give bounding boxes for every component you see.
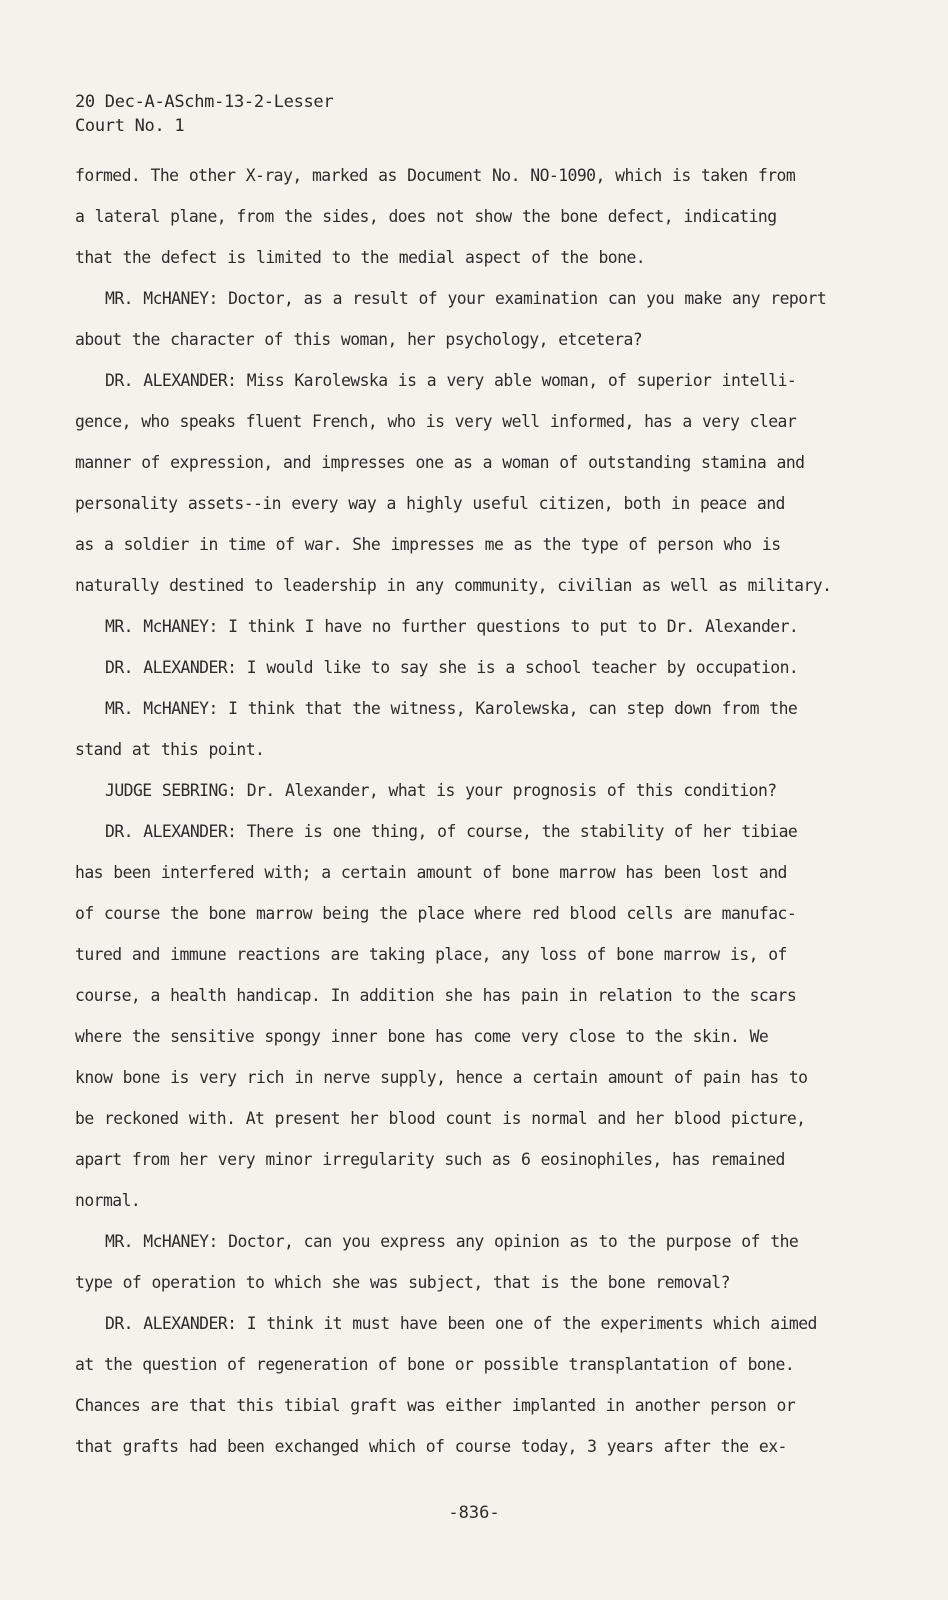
transcript-line: DR. ALEXANDER: I think it must have been one of the experiments which aimed <box>105 1314 817 1333</box>
document-header <box>75 90 333 138</box>
transcript-line: MR. McHANEY: Doctor, can you express any opinion as to the purpose of the <box>105 1232 799 1251</box>
transcript-line: formed. The other X-ray, marked as Document No. NO-1090, which is taken from <box>75 166 796 185</box>
document-reference: 20 Dec-A-ASchm-13-2-Lesser <box>75 92 334 112</box>
transcript-line: about the character of this woman, her psychology, etcetera? <box>75 330 643 349</box>
transcript-line: that grafts had been exchanged which of course today, 3 years after the ex- <box>75 1437 787 1456</box>
page-number: -836- <box>448 1503 500 1523</box>
transcript-line: personality assets--in every way a highly useful citizen, both in peace and <box>75 494 785 513</box>
transcript-line: be reckoned with. At present her blood count is normal and her blood picture, <box>75 1109 806 1128</box>
transcript-line: MR. McHANEY: I think I have no further questions to put to Dr. Alexander. <box>105 617 799 636</box>
transcript-line: naturally destined to leadership in any community, civilian as well as military. <box>75 576 832 595</box>
transcript-line: DR. ALEXANDER: I would like to say she is a school teacher by occupation. <box>105 658 799 677</box>
transcript-line: a lateral plane, from the sides, does not show the bone defect, indicating <box>75 207 777 226</box>
transcript-line: stand at this point. <box>75 740 265 759</box>
transcript-line: type of operation to which she was subject, that is the bone removal? <box>75 1273 730 1292</box>
transcript-line: as a soldier in time of war. She impresses me as the type of person who is <box>75 535 781 554</box>
transcript-line: gence, who speaks fluent French, who is very well informed, has a very clear <box>75 412 797 431</box>
transcript-line: tured and immune reactions are taking place, any loss of bone marrow is, of <box>75 945 787 964</box>
transcript-line: DR. ALEXANDER: There is one thing, of course, the stability of her tibiae <box>105 822 798 841</box>
transcript-line: where the sensitive spongy inner bone has come very close to the skin. We <box>75 1027 769 1046</box>
transcript-line: at the question of regeneration of bone or possible transplantation of bone. <box>75 1355 795 1374</box>
transcript-line: normal. <box>75 1191 141 1210</box>
transcript-line: DR. ALEXANDER: Miss Karolewska is a very able woman, of superior intelli- <box>105 371 797 390</box>
transcript-line: JUDGE SEBRING: Dr. Alexander, what is your prognosis of this condition? <box>105 781 777 800</box>
transcript-line: Chances are that this tibial graft was either implanted in another person or <box>75 1396 796 1415</box>
transcript-line: MR. McHANEY: I think that the witness, Karolewska, can step down from the <box>105 699 798 718</box>
transcript-line: that the defect is limited to the medial aspect of the bone. <box>75 248 646 267</box>
transcript-line: course, a health handicap. In addition she has pain in relation to the scars <box>75 986 797 1005</box>
transcript-line: of course the bone marrow being the place where red blood cells are manufac- <box>75 904 797 923</box>
transcript-line: MR. McHANEY: Doctor, as a result of your examination can you make any report <box>105 289 827 308</box>
transcript-line: manner of expression, and impresses one as a woman of outstanding stamina and <box>75 453 805 472</box>
court-number: Court No. 1 <box>75 116 185 136</box>
transcript-line: apart from her very minor irregularity such as 6 eosinophiles, has remained <box>75 1150 785 1169</box>
transcript-line: has been interfered with; a certain amount of bone marrow has been lost and <box>75 863 787 882</box>
transcript-line: know bone is very rich in nerve supply, hence a certain amount of pain has to <box>75 1068 808 1087</box>
